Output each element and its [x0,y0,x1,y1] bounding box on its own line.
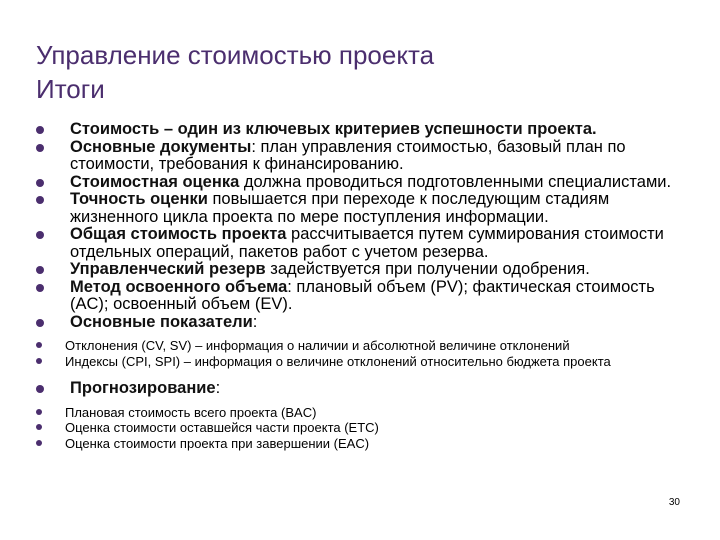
list-item [36,226,690,261]
title-line-2: Итоги [36,74,105,104]
item-bold-text: Стоимость – один из ключевых критериев успешности проекта. [70,120,597,138]
slide-title [36,38,434,106]
bullet-icon [36,409,42,415]
bullet-icon [36,358,42,364]
sub-item-text: Индексы (CPI, SPI) – информация о величине отклонений относительно бюджета проекта [65,353,611,369]
item-bold-text: Управленческий резерв [70,260,266,278]
item-text: повышается при переходе к последующим стадиям жизненного цикла проекта по мере поступления информации. [70,190,610,226]
bullet-icon [36,196,44,204]
sub-list-item [36,338,690,354]
item-bold-text: Общая стоимость проекта [70,225,287,243]
bullet-list [36,121,690,462]
bullet-icon [36,424,42,430]
title-line-1: Управление стоимостью проекта [36,40,435,70]
item-bold-text: Основные показатели [70,312,253,331]
sub-item-text: Оценка стоимости проекта при завершении (EAC) [65,435,370,451]
item-text: рассчитывается путем суммирования стоимости отдельных операций, пакетов работ с учетом резерва. [70,225,664,261]
sub-item-text: Отклонения (CV, SV) – информация о наличии и абсолютной величине отклонений [65,338,570,353]
bullet-icon [36,319,44,327]
item-bold-text: Основные документы [70,137,252,156]
bullet-icon [36,342,42,348]
sub-item-text: Оценка стоимости оставшейся части проекта (ETC) [65,420,379,435]
list-item [36,261,690,279]
item-bold-text: Прогнозирование [70,379,216,397]
list-item [36,121,690,139]
list-item [36,279,690,314]
item-text: должна проводиться подготовленными специалистами. [239,172,672,191]
bullet-icon [36,179,44,187]
bullet-icon [36,440,42,446]
item-text: : плановый объем (PV); фактическая стоимость (AC); освоенный объем (EV). [70,277,655,313]
list-item [36,380,690,398]
sub-list-item [36,436,690,452]
forecasting-sublist [36,405,690,452]
bullet-icon [36,126,44,134]
bullet-icon [36,144,44,152]
bullet-icon [36,385,44,393]
list-item [36,139,690,174]
item-text: : [215,379,221,397]
sub-list-item [36,354,690,370]
sub-item-text: Плановая стоимость всего проекта (BAC) [65,404,317,420]
bullet-icon [36,231,44,239]
bullet-icon [36,266,44,274]
page-number: 30 [668,497,680,508]
list-item [36,191,690,226]
bullet-icon [36,284,44,292]
item-text: задействуется при получении одобрения. [265,260,590,278]
item-text: : план управления стоимостью, базовый план по стоимости, требования к финансированию. [70,137,626,173]
list-item [36,174,690,192]
item-bold-text: Метод освоенного объема [70,277,288,296]
item-bold-text: Стоимостная оценка [70,172,240,191]
indicators-sublist [36,338,690,369]
item-bold-text: Точность оценки [70,190,208,208]
sub-list-item [36,405,690,421]
item-text: : [252,312,258,331]
list-item [36,314,690,332]
sub-list-item [36,420,690,436]
